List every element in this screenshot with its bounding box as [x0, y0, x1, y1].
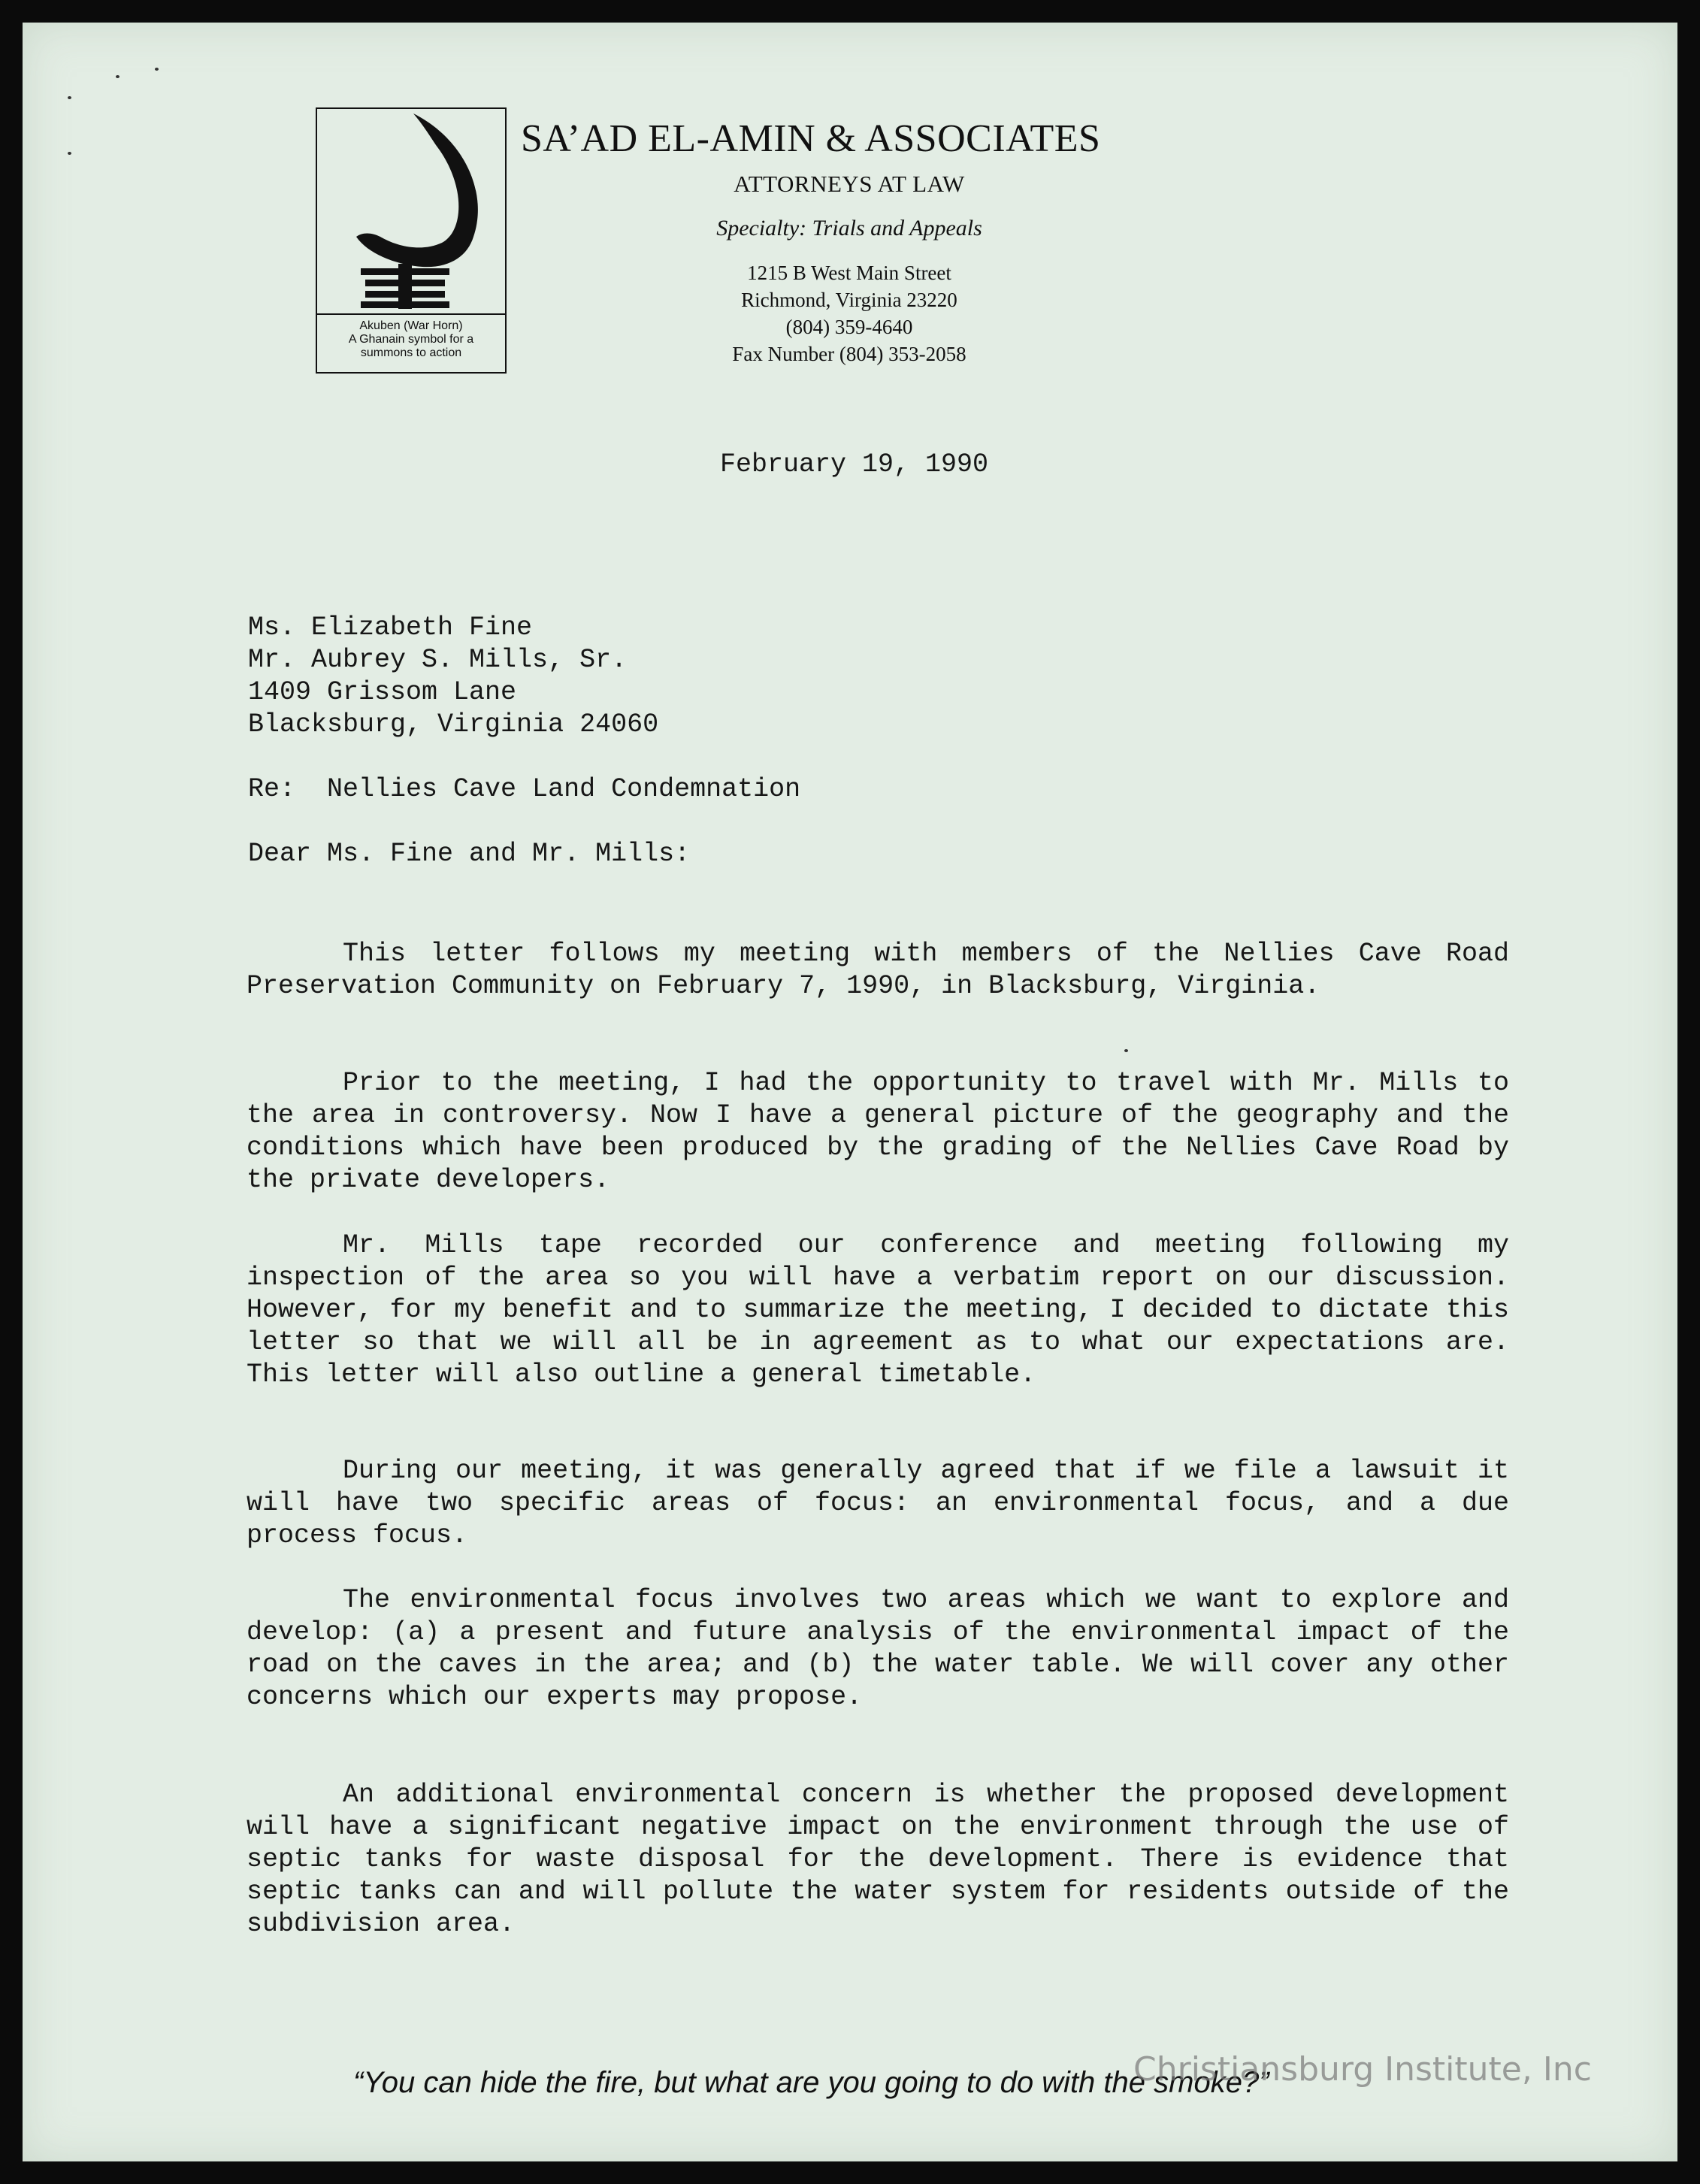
phone-number: (804) 359-4640	[785, 316, 913, 338]
body-paragraph: Mr. Mills tape recorded our conference and meeting following my inspection of the area so you will have a verbatim report on our discussion. However, for my benefit and to summarize the meeting, I decided to dictate this letter so that we will all be in agreement as to what our expectations are. This letter will also outline a general timetable.	[247, 1230, 1509, 1390]
firm-specialty: Specialty: Trials and Appeals	[716, 216, 982, 240]
recipient-line: Ms. Elizabeth Fine	[248, 613, 533, 643]
subject-label: Re:	[248, 774, 296, 804]
recipient-block	[248, 612, 658, 741]
logo-caption-line: A Ghanain symbol for a	[348, 333, 474, 346]
logo-caption	[317, 313, 505, 360]
logo-caption-line: Akuben (War Horn)	[359, 319, 463, 332]
recipient-line: Mr. Aubrey S. Mills, Sr.	[248, 645, 628, 675]
address-street: 1215 B West Main Street	[747, 262, 951, 284]
body-paragraph: An additional environmental concern is whether the proposed development will have a significant negative impact on the environment through the use of septic tanks for waste disposal for the development. There is evidence that septic tanks can and will pollute the water system for residents outside of the subdivision area.	[247, 1780, 1509, 1939]
firm-tagline: ATTORNEYS AT LAW	[734, 171, 965, 197]
recipient-line: 1409 Grissom Lane	[248, 677, 517, 707]
paper-speck	[68, 96, 71, 99]
paper-speck	[68, 152, 71, 155]
letter-date: February 19, 1990	[720, 449, 989, 479]
address-city: Richmond, Virginia 23220	[741, 289, 957, 311]
recipient-line: Blacksburg, Virginia 24060	[248, 709, 659, 740]
paper-speck	[155, 68, 159, 71]
body-paragraph: This letter follows my meeting with members of the Nellies Cave Road Preservation Community on February 7, 1990, in Blacksburg, Virginia.	[247, 939, 1509, 1001]
body-paragraph: The environmental focus involves two areas which we want to explore and develop: (a) a present and future analysis of the environmental impact of the road on the caves in the area; and (b) the water table. We will cover any other concerns which our experts may propose.	[247, 1585, 1509, 1712]
body-paragraph: Prior to the meeting, I had the opportunity to travel with Mr. Mills to the area in controversy. Now I have a general picture of the geography and the conditions which have been produced by the grading of the Nellies Cave Road by the private developers.	[247, 1068, 1509, 1195]
subject-line	[248, 774, 800, 804]
logo-caption-line: summons to action	[360, 346, 462, 359]
subject-text: Nellies Cave Land Condemnation	[327, 774, 801, 804]
salutation: Dear Ms. Fine and Mr. Mills:	[248, 839, 691, 869]
fax-number: Fax Number (804) 353-2058	[732, 343, 966, 365]
firm-name: SA’AD EL-AMIN & ASSOCIATES	[521, 117, 1101, 160]
akuben-war-horn-icon	[317, 109, 505, 313]
paper-speck	[116, 75, 119, 78]
archive-watermark: Christiansburg Institute, Inc	[1133, 2050, 1592, 2089]
paper-speck	[1124, 1049, 1128, 1052]
footer-quote: “You can hide the fire, but what are you going to do with the smoke?”	[353, 2066, 1269, 2099]
body-paragraph: During our meeting, it was generally agreed that if we file a lawsuit it will have two specific areas of focus: an environmental focus, and a due process focus.	[247, 1456, 1509, 1550]
firm-logo	[316, 107, 507, 374]
